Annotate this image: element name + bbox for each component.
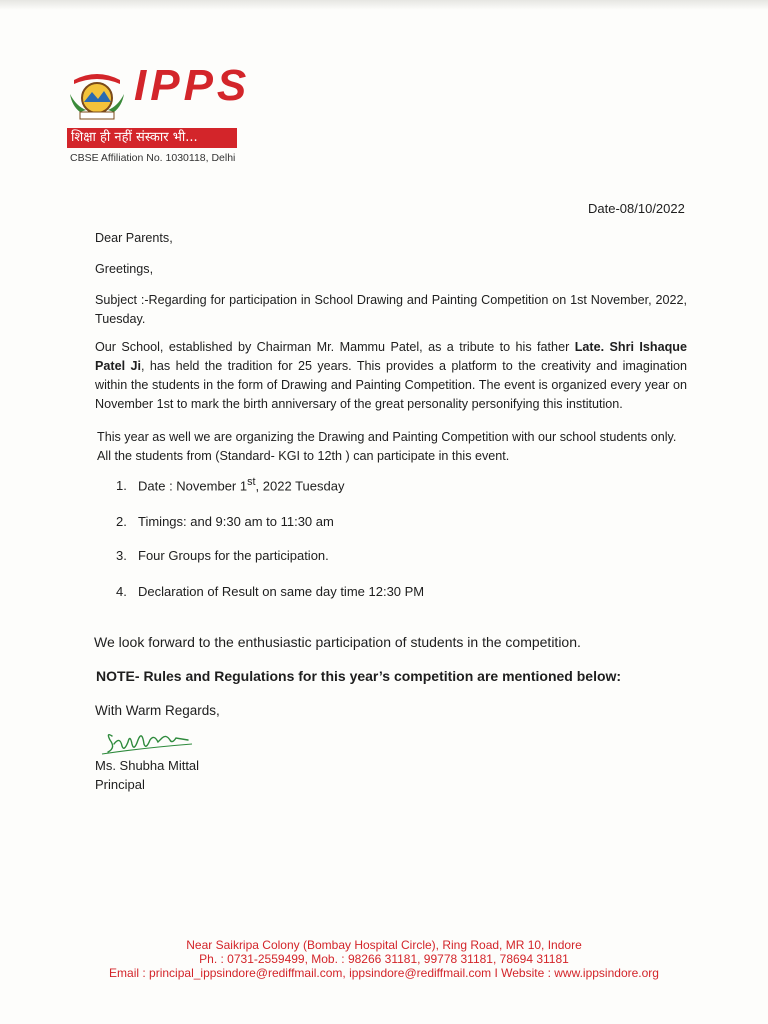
- school-brand: IPPS: [134, 61, 251, 110]
- list-item-superscript: st: [247, 476, 256, 488]
- footer-address: Near Saikripa Colony (Bombay Hospital Circle), Ring Road, MR 10, Indore: [186, 938, 582, 952]
- list-item-text: Date : November 1: [138, 478, 248, 494]
- intro-text-bold: Late. Shri Ishaque Patel Ji: [95, 340, 687, 373]
- school-crest-logo: [68, 66, 126, 122]
- letter-date: Date-08/10/2022: [588, 201, 685, 216]
- list-item-text: Four Groups for the participation.: [138, 548, 329, 563]
- intro-text-start: Our School, established by Chairman Mr. Mammu Patel, as a tribute to his father: [95, 340, 575, 354]
- affiliation-number: CBSE Affiliation No. 1030118, Delhi: [70, 152, 236, 164]
- subject-line: Subject :-Regarding for participation in School Drawing and Painting Competition on 1st November, 2022, Tuesday.: [95, 293, 687, 326]
- event-paragraph: This year as well we are organizing the Drawing and Painting Competition with our school students only. All the students from (Standard- KGI to 12th ) can participate in this event.: [97, 430, 677, 463]
- list-item: [116, 476, 344, 493]
- list-item-text: Declaration of Result on same day time 12:30 PM: [138, 584, 425, 599]
- list-item-number: 3.: [116, 548, 127, 563]
- closing-line: We look forward to the enthusiastic participation of students in the competition.: [94, 634, 581, 650]
- rules-note: NOTE- Rules and Regulations for this year’s competition are mentioned below:: [96, 668, 622, 684]
- signatory-role: Principal: [95, 777, 145, 792]
- list-item-text: Timings: and 9:30 am to 11:30 am: [138, 514, 334, 529]
- list-item-number: 1.: [116, 478, 127, 494]
- school-tagline: शिक्षा ही नहीं संस्कार भी...: [67, 128, 237, 148]
- handwritten-signature: [92, 722, 212, 762]
- list-item: [116, 584, 424, 599]
- footer-email-website: Email : principal_ippsindore@rediffmail.com, ippsindore@rediffmail.com I Website : www.ippsindore.org: [109, 966, 659, 980]
- salutation: Dear Parents,: [95, 231, 173, 245]
- greeting: Greetings,: [95, 262, 154, 276]
- footer-phone: Ph. : 0731-2559499, Mob. : 98266 31181, 99778 31181, 78694 31181: [199, 952, 569, 966]
- list-item-number: 4.: [116, 584, 127, 599]
- intro-text-end: , has held the tradition for 25 years. This provides a platform to the creativity and imagination within the students in the form of Drawing and Painting Competition. The event is organized every year on November 1st to mark the birth anniversary of the great personality personifying this institution.: [95, 359, 687, 411]
- list-item-number: 2.: [116, 514, 127, 529]
- signatory-name: Ms. Shubha Mittal: [95, 758, 200, 773]
- list-item-text-end: , 2022 Tuesday: [255, 478, 345, 494]
- scan-edge: [0, 0, 768, 10]
- regards: With Warm Regards,: [95, 703, 220, 718]
- intro-paragraph: [95, 338, 687, 414]
- list-item: [116, 514, 334, 529]
- list-item: [116, 548, 329, 563]
